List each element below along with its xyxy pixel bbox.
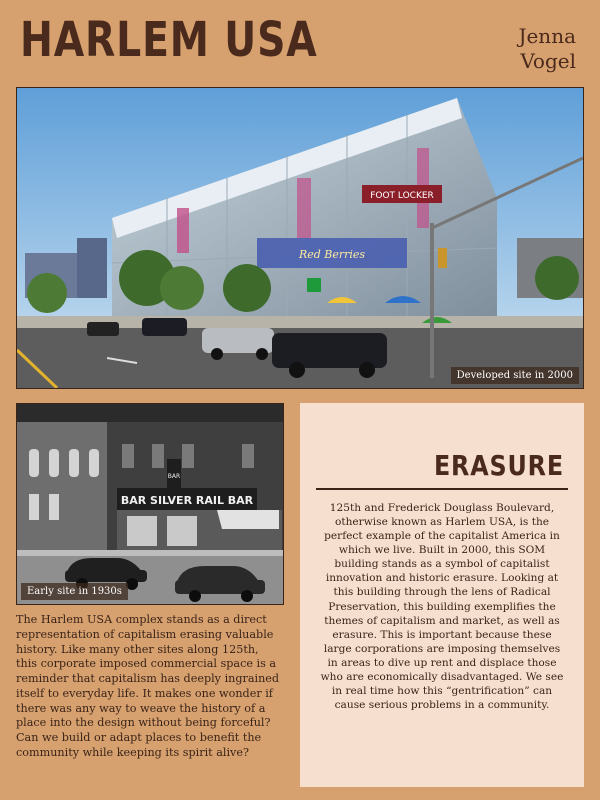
page-title: HARLEM USA: [20, 12, 318, 68]
billboard-text: Red Berries: [298, 248, 366, 261]
developed-site-caption: Developed site in 2000: [451, 367, 579, 384]
heading-divider: [316, 488, 568, 490]
silver-rail-bar-sign: BAR SILVER RAIL BAR: [120, 494, 254, 507]
developed-site-illustration: [17, 88, 583, 388]
erasure-paragraph: 125th and Frederick Douglass Boulevard, otherwise known as Harlem USA, is the perfect example of the capitalist America in which we live. Built in 2000, this SOM building stands as a symbol of capitalist innovation and historic erasure. Looking at this building through the lens of Radical Preservation, this building exemplifies the themes of capitalism and market, as well as erasure. This is important because these large corporations are imposing themselves in areas to dive up rent and displace those who are economically disadvantaged. We see in real time how this “gentrification” can cause serious problems in a community.: [320, 502, 564, 712]
early-site-illustration: [17, 404, 283, 604]
erasure-panel: [300, 403, 584, 787]
reflection-paragraph: The Harlem USA complex stands as a direct representation of capitalism erasing valuable history. Like many other sites along 125th, this corporate imposed commercial space is a reminder that capitalism has deeply ingrained itself to everyday life. It makes one wonder if there was any way to weave the history of a place into the design without being forceful? Can we build or adapt places to benefit the community while keeping its spirit alive?: [16, 613, 280, 760]
erasure-heading: ERASURE: [433, 449, 564, 482]
author-first-name: Jenna: [518, 24, 576, 48]
author-last-name: Vogel: [520, 49, 576, 73]
early-site-caption: Early site in 1930s: [21, 583, 128, 600]
early-site-photo: [16, 403, 284, 605]
vertical-bar-sign: BAR: [167, 473, 181, 480]
developed-site-photo: [16, 87, 584, 389]
store-sign-foot-locker: FOOT LOCKER: [370, 191, 434, 201]
author-name: [518, 24, 576, 74]
